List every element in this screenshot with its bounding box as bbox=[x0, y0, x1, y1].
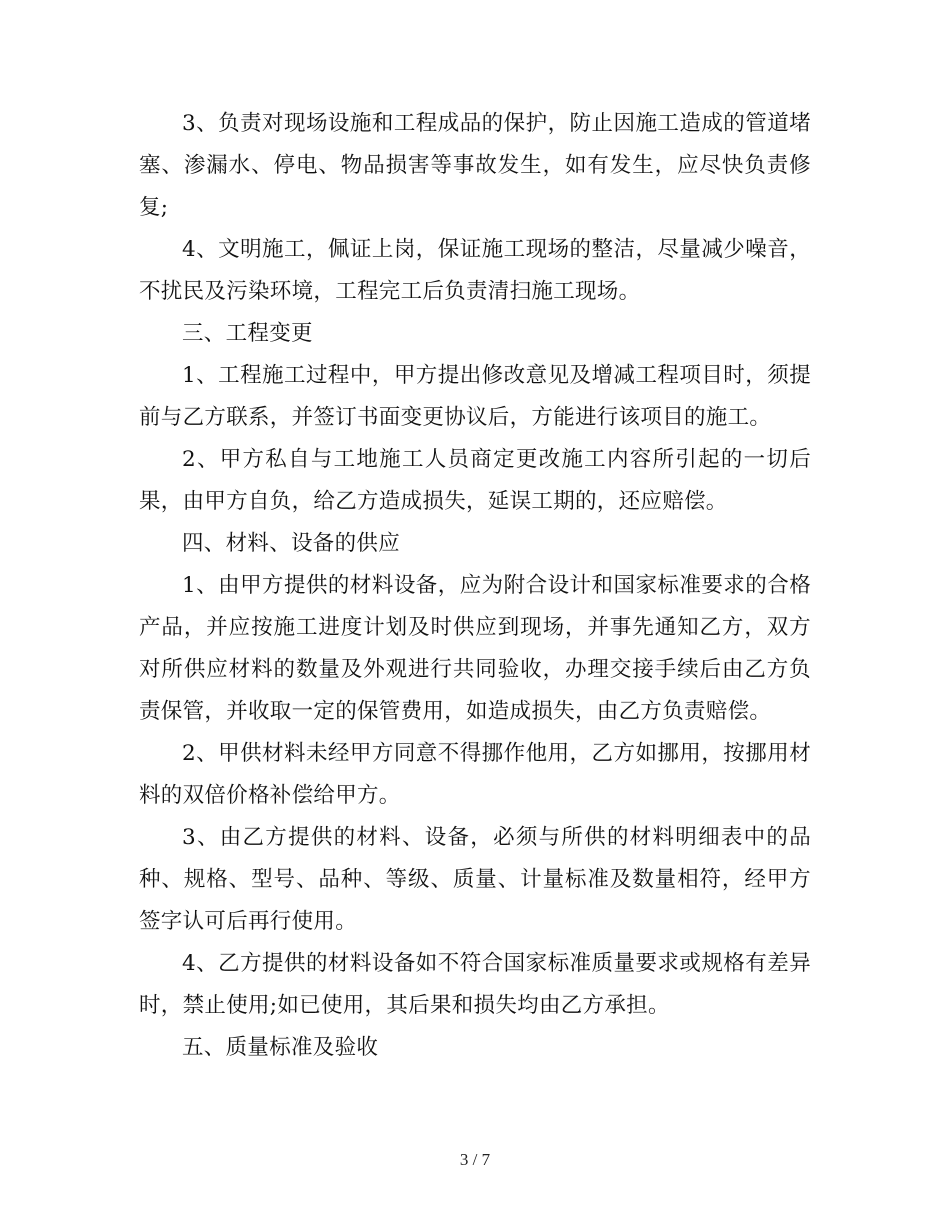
clause-3-site-protection: 3、负责对现场设施和工程成品的保护，防止因施工造成的管道堵塞、渗漏水、停电、物品损害等事故发生，如有发生，应尽快负责修复; bbox=[139, 111, 811, 220]
section-heading-quality-acceptance: 五、质量标准及验收 bbox=[182, 1035, 379, 1060]
clause-2-material-misuse: 2、甲供材料未经甲方同意不得挪作他用，乙方如挪用，按挪用材料的双倍价格补偿给甲方。 bbox=[139, 741, 811, 808]
clause-1-change-agreement: 1、工程施工过程中，甲方提出修改意见及增减工程项目时，须提前与乙方联系，并签订书面变更协议后，方能进行该项目的施工。 bbox=[139, 363, 811, 430]
clause-4-nonconforming-materials: 4、乙方提供的材料设备如不符合国家标准质量要求或规格有差异时，禁止使用;如已使用，其后果和损失均由乙方承担。 bbox=[139, 951, 811, 1018]
section-heading-material-supply: 四、材料、设备的供应 bbox=[182, 531, 401, 556]
clause-4-civilized-construction: 4、文明施工，佩证上岗，保证施工现场的整洁，尽量减少噪音，不扰民及污染环境，工程完工后负责清扫施工现场。 bbox=[139, 237, 811, 304]
clause-1-party-a-materials: 1、由甲方提供的材料设备，应为附合设计和国家标准要求的合格产品，并应按施工进度计划及时供应到现场，并事先通知乙方，双方对所供应材料的数量及外观进行共同验收，办理交接手续后由乙方负责保管，并收取一定的保管费用，如造成损失，由乙方负责赔偿。 bbox=[139, 573, 811, 724]
section-heading-engineering-change: 三、工程变更 bbox=[182, 321, 313, 346]
clause-3-party-b-materials: 3、由乙方提供的材料、设备，必须与所供的材料明细表中的品种、规格、型号、品种、等级、质量、计量标准及数量相符，经甲方签字认可后再行使用。 bbox=[139, 825, 811, 934]
page-number: 3 / 7 bbox=[459, 1150, 491, 1169]
clause-2-private-changes: 2、甲方私自与工地施工人员商定更改施工内容所引起的一切后果，由甲方自负，给乙方造成损失，延误工期的，还应赔偿。 bbox=[139, 447, 811, 514]
document-body bbox=[139, 103, 811, 1069]
